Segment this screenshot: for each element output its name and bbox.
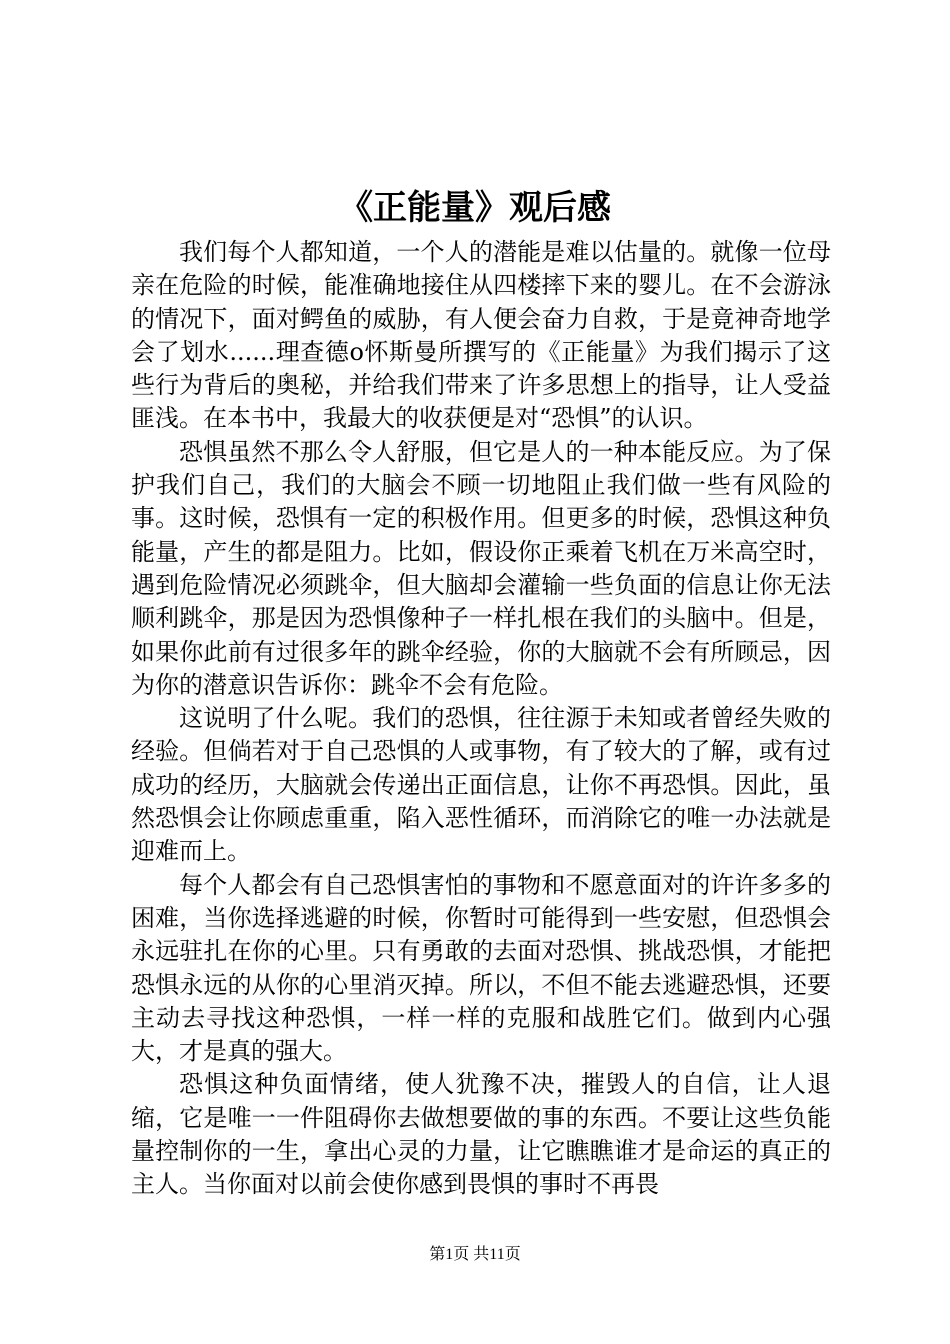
paragraph-1: 我们每个人都知道，一个人的潜能是难以估量的。就像一位母亲在危险的时候，能准确地接住从四楼摔下来的婴儿。在不会游泳的情况下，面对鳄鱼的威胁，有人便会奋力自救，于是竟神奇地学会了划水......理查德ο怀斯曼所撰写的《正能量》为我们揭示了这些行为背后的奥秘，并给我们带来了许多思想上的指导，让人受益匪浅。在本书中，我最大的收获便是对“恐惧”的认识。 [131, 238, 831, 433]
paragraph-2: 恐惧虽然不那么令人舒服，但它是人的一种本能反应。为了保护我们自己，我们的大脑会不顾一切地阻止我们做一些有风险的事。这时候，恐惧有一定的积极作用。但更多的时候，恐惧这种负能量，产生的都是阻力。比如，假设你正乘着飞机在万米高空时，遇到危险情况必须跳伞，但大脑却会灌输一些负面的信息让你无法顺利跳伞，那是因为恐惧像种子一样扎根在我们的头脑中。但是，如果你此前有过很多年的跳伞经验，你的大脑就不会有所顾忌，因为你的潜意识告诉你：跳伞不会有危险。 [131, 437, 831, 699]
document-body [131, 236, 831, 1202]
page-footer: 第1页 共11页 [429, 1246, 521, 1263]
paragraph-3: 这说明了什么呢。我们的恐惧，往往源于未知或者曾经失败的经验。但倘若对于自己恐惧的人或事物，有了较大的了解，或有过成功的经历，大脑就会传递出正面信息，让你不再恐惧。因此，虽然恐惧会让你顾虑重重，陷入恶性循环，而消除它的唯一办法就是迎难而上。 [131, 704, 831, 866]
document-title: 《正能量》观后感 [339, 188, 611, 228]
paragraph-4: 每个人都会有自己恐惧害怕的事物和不愿意面对的许许多多的困难，当你选择逃避的时候，你暂时可能得到一些安慰，但恐惧会永远驻扎在你的心里。只有勇敢的去面对恐惧、挑战恐惧，才能把恐惧永远的从你的心里消灭掉。所以，不但不能去逃避恐惧，还要主动去寻找这种恐惧，一样一样的克服和战胜它们。做到内心强大，才是真的强大。 [131, 870, 831, 1066]
paragraph-5: 恐惧这种负面情绪，使人犹豫不决，摧毁人的自信，让人退缩，它是唯一一件阻碍你去做想要做的事的东西。不要让这些负能量控制你的一生，拿出心灵的力量，让它瞧瞧谁才是命运的真正的主人。当你面对以前会使你感到畏惧的事时不再畏 [131, 1070, 831, 1199]
